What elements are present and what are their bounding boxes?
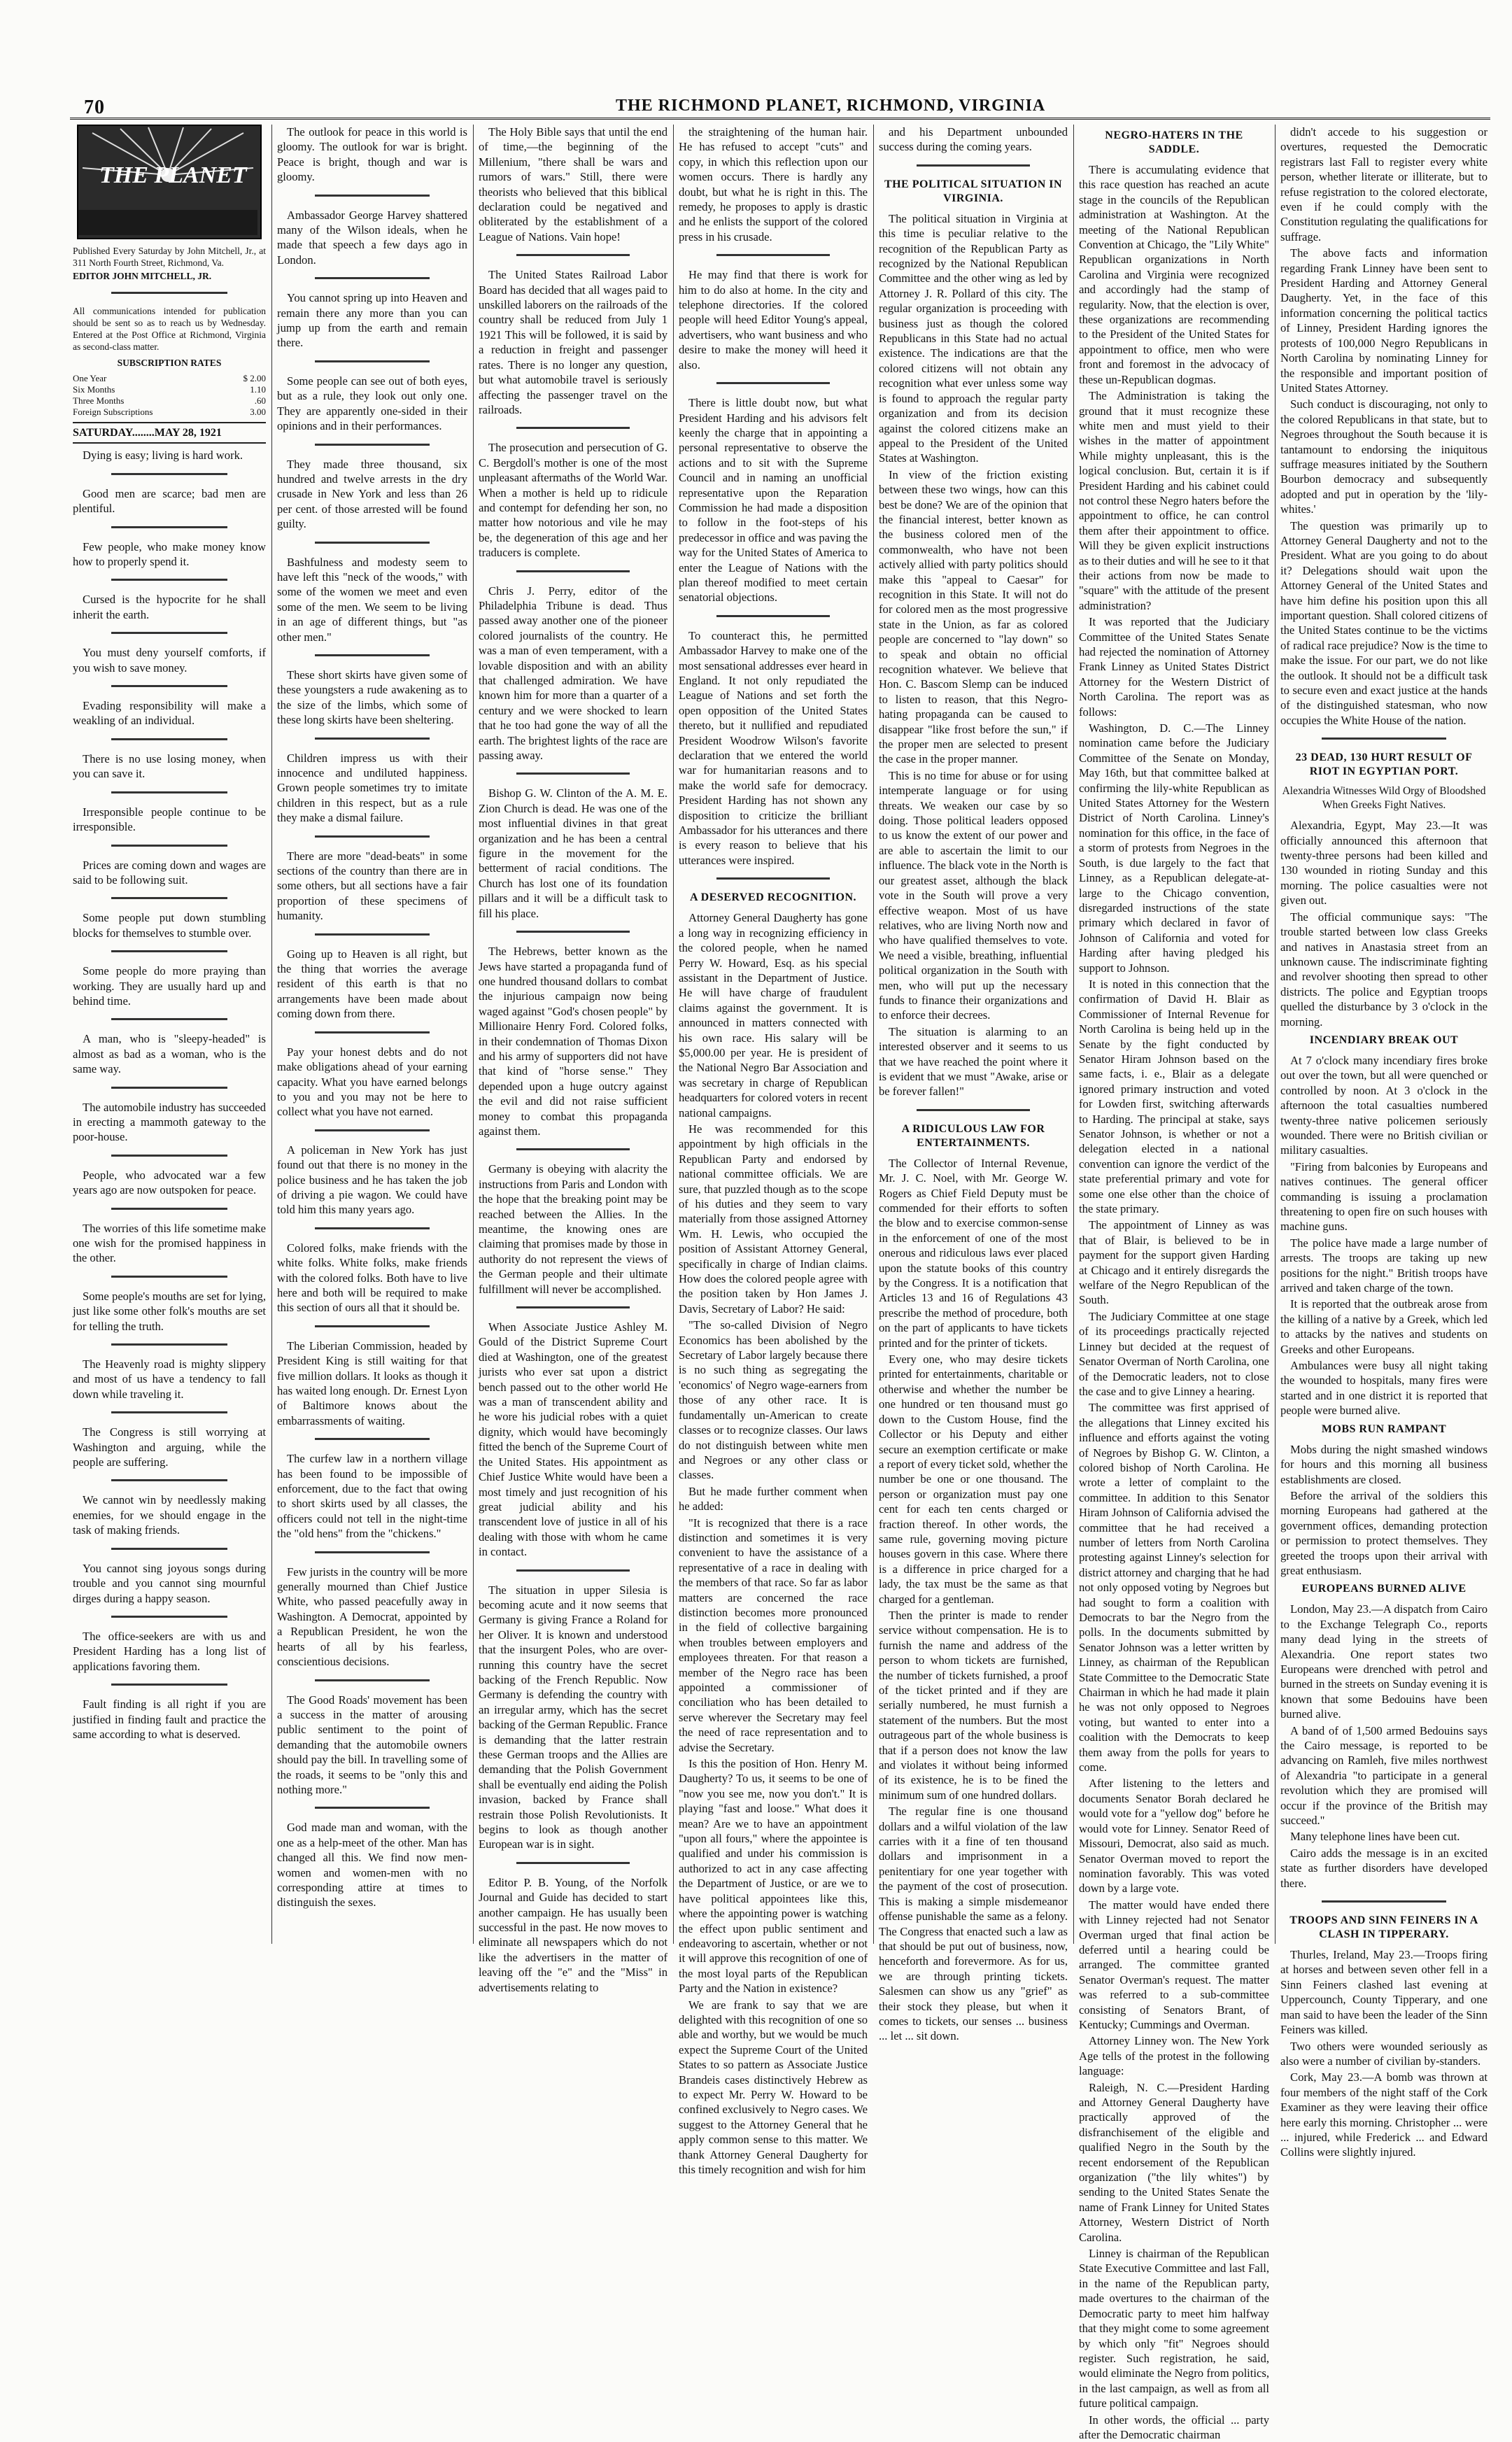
article-headline: THE POLITICAL SITUATION IN VIRGINIA. [884,178,1063,204]
separator [1322,1900,1446,1903]
separator [315,654,429,656]
editorial-item: The prosecution and persecution of G. C. Bergdoll's mother is one of the most unpleasant aftermaths of the World War. When a mother is held up to ridicule and contempt for defending her son, no matter how notorious and vile he may be, the degeneration of this age and her traducers is complete. [479,441,667,560]
editorial-item: There is little doubt now, but what President Harding and his advisors felt keenly the charge that in appointing a personal representative to observe the actions and to sit with the Supreme Council and in naming an unofficial representative upon the Reparation Commission he had made a disposition to follow in the foot-steps of his predecessor in office and was paving the way for the United States of America to enter the League of Nations with the plan thereof modified to meet certain senatorial objections. [679,396,868,605]
editorial-item: Prices are coming down and wages are said to be following suit. [73,858,266,887]
editorial-item: The situation in upper Silesia is becoming acute and it now seems that Germany is giving France a Roland for her Oliver. It is known and understood that the insurgent Poles, who are over-running this country have the secret backing of the French Republic. Now Germany is defending the country with an irregular army, which has the secret backing of the German Republic. France is demanding that the latter restrain these German troops and the Allies are demanding that the Polish Government shall be eventually end aiding the Polish invasion, backed by France shall restrain those Polish Revolutionists. It begins to look as though another European war is in sight. [479,1583,668,1851]
editorial-item: Some people's mouths are set for lying, just like some other folk's mouths are set for telling the truth. [73,1289,266,1333]
article-headline: TROOPS AND SINN FEINERS IN A CLASH IN TIPPERARY. [1290,1914,1478,1941]
editorial-item: The United States Railroad Labor Board has decided that all wages paid to unskilled laborers on the railroads of the country shall be reduced from July 1 1921 This will be followed, it is said by a reduction in freight and passenger rates. There is no longer any question, but what automobile travel is seriously affecting the passenger travel on the railroads. [479,268,667,416]
editorial-item: The curfew law in a northern village has been found to be impossible of enforcement, due to the fact that owing to short skirts used by all classes, the officers could not tell in the night-time the "old hens" from the "chickens." [277,1452,467,1541]
editorial-item: Ambassador George Harvey shattered many of the Wilson ideals, when he made that speech a few days ago in London. [277,208,467,267]
rate-row: Six Months 1.10 [73,384,266,395]
editorial-item: People, who advocated war a few years ago are now outspoken for peace. [73,1168,266,1197]
editorial-item: Dying is easy; living is hard work. [83,449,243,463]
separator [315,835,429,838]
paragraph: and his Department unbounded success during the coming years. [879,125,1068,154]
separator [111,897,227,899]
separator [315,1807,429,1809]
editorial-item: Colored folks, make friends with the white folks. White folks, make friends with the colored folks. Both have to live here and both will be required to make this section of ours all that it should be. [277,1241,467,1315]
paragraph: Alexandria, Egypt, May 23.—It was officially announced this afternoon that twenty-three persons had been killed and 130 wounded in rioting Sunday and this morning. The police casualties were not given out. [1280,819,1488,908]
article-headline: 23 DEAD, 130 HURT RESULT OF RIOT IN EGYPTIAN PORT. [1295,751,1473,778]
article-body [1280,1442,1488,1579]
rate-row: Foreign Subscriptions 3.00 [73,407,266,417]
paragraph: After listening to the letters and documents Senator Borah declared he would vote for a "yellow dog" before he would vote for Linney. Senator Reed of Missouri, Democrat, also said as much. Senator Overman moved to report the nomination favorably. This was voted down by a large vote. [1079,1777,1269,1896]
rate-row: One Year $ 2.00 [73,373,266,383]
page-number: 70 [84,97,105,118]
separator [516,772,630,775]
editorial-item: You cannot spring up into Heaven and remain there any more than you can jump up from the earth and remain there. [277,291,467,350]
editorial-item: When Associate Justice Ashley M. Gould of the District Supreme Court died at Washington, one of the greatest jurists who ever sat upon a district bench passed out to the other world He was a man of transcendent ability and he wore his judicial robes with a quiet dignity, which would have becomingly fitted the bench of the Supreme Court of the United States. His appointment as Chief Justice White would have been a most timely and just recognition of his great judicial ability and his transcendent love of justice in all of his dealing with those with whom he came in contact. [479,1320,667,1559]
paragraph: The committee was first apprised of the allegations that Linney excited his influence and efforts against the voting of Negroes by Bishop G. W. Clinton, a colored bishop of North Carolina. He wrote a letter of complaint to the committee. In addition to this Senator Hiram Johnson of California advised the committee that he had received a number of letters from North Carolina protesting against Linney's selection for district attorney and charging that he had not only opposed voting by Negroes but had sought to form a coalition with Democrats to bar the Negro from the polls. In the documents submitted by Senator Johnson was a letter written by Linney, as chairman of the Republican State Committee to the Democratic State Chairman in which he had made it plain he was not only opposed to Negroes voting, but wanted to enter into a coalition with the Democrats to keep them away from the polls for years to come. [1079,1401,1269,1774]
column-6 [1079,125,1269,2441]
editorial-item: The Liberian Commission, headed by President King is still waiting for that five million dollars. It looks as though it has waited long enough. Dr. Ernest Lyon of Baltimore knows about the embarrassments of waiting. [277,1339,467,1427]
separator [111,1548,227,1550]
separator [315,542,429,544]
header-rule [70,118,1490,120]
separator [315,737,429,740]
editorial-item: The Holy Bible says that until the end of time,—the beginning of the Millenium, "there shall be wars and rumors of wars." Still, there were theorists who believed that this biblical declaration could be negatived and obliterated by the establishment of a League of Nations. Vain hope! [479,125,667,244]
separator [716,382,830,384]
paragraph: The regular fine is one thousand dollars and a wilful violation of the law carries with it a fine of ten thousand dollars and imprisonment in a penitentiary for one year together with the payment of the cost of prosecution. This is making a simple misdemeanor offense punishable the same as a felony. The Congress that enacted such a law as that should be put out of business, now, henceforth and forevermore. As for us, we are through printing tickets. Salesmen can show us any "grief" as their stock they please, but when it comes to tickets, our senses ... business ... let ... sit down. [879,1805,1068,2043]
editorial-item: Fault finding is all right if you are justified in finding fault and practice the same according to what is deserved. [73,1698,266,1741]
column-2 [277,125,467,1944]
separator [315,1031,429,1033]
column-divider [1275,125,1276,1944]
separator [111,1684,227,1686]
article-headline: EUROPEANS BURNED ALIVE [1301,1583,1467,1595]
separator [516,931,630,933]
editorial-item: A policeman in New York has just found out that there is no money in the police business and he has taken the job of driving a pie wagon. We could have told him this many years ago. [277,1143,467,1217]
article-headline: NEGRO-HATERS IN THE SADDLE. [1105,129,1243,155]
article-body [1280,1053,1488,1418]
editorial-item: The automobile industry has succeeded in erecting a mammoth gateway to the poor-house. [73,1100,266,1144]
editor-line: EDITOR JOHN MITCHELL, JR. [73,271,212,281]
separator [111,292,227,294]
editorial-item: Some people do more praying than working. They are usually hard up and behind time. [73,964,266,1008]
separator [111,1616,227,1618]
masthead: THE RICHMOND PLANET, RICHMOND, VIRGINIA [616,97,1046,115]
paragraph: In other words, the official ... party after the Democratic chairman [1079,2413,1269,2441]
paragraph: The appointment of Linney as was that of Blair, is believed to be in payment for the support given Harding at Chicago and it entirely disregards the welfare of the Negro Republican of the South. [1079,1218,1269,1307]
planet-logo [77,125,262,239]
editorial-item: He may find that there is work for him to do also at home. In the city and telephone directories. If the colored people will heed Editor Young's appeal, advertisers, who want business and who desire to make the money will heed it also. [679,268,868,372]
column-divider [673,125,674,1944]
paragraph: Before the arrival of the soldiers this morning Europeans had gathered at the government offices, demanding protection or permission to protect themselves. They greeted the troops upon their arrival with great enthusiasm. [1280,1488,1488,1577]
issue-date: SATURDAY........MAY 28, 1921 [73,422,266,444]
column-divider [473,125,474,1944]
article-headline: A DESERVED RECOGNITION. [689,891,857,904]
separator [315,1438,429,1440]
paragraph: We are frank to say that we are delighted with this recognition of one so able and worthy, but we would be much expect the Supreme Court of the United States to so pattern as Associate Justice Brandeis cases distinctively Hebrew as to expect Mr. Perry W. Howard to be confined exclusively to Negro cases. We suggest to the Attorney General that he apply common sense to this matter. We thank Attorney General Daugherty for this timely recognition and wish for him [679,1998,868,2176]
separator [315,360,429,362]
separator [315,1551,429,1553]
paragraph: Washington, D. C.—The Linney nomination came before the Judiciary Committee of the Senate on Monday, May 16th, but that committee balked at confirming the lily-white Republican as United States Attorney for the Western District of North Carolina. Linney's nomination for this office, in the face of a storm of protests from Negroes in the South, is due largely to the fact that Linney, as a Republican delegate-at-large to the Chicago convention, disregarded instructions of the state primary which declared in favor of Johnson of California and voted for Harding after having pledged his support to Johnson. [1079,721,1269,975]
editorial-item: The Heavenly road is mighty slippery and most of us have a tendency to fall down while traveling it. [73,1357,266,1401]
paragraph: Then the printer is made to render service without compensation. He is to furnish the name and address of the person to whom tickets are furnished, the number of tickets furnished, a proof of the ticket printed and if they are serially numbered, he must furnish a statement of the numbers. But the most outrageous part of the whole business is that if a person does not know the law and violates it without being informed of its existence, he is to be fined the minimum sum of one hundred dollars. [879,1608,1068,1802]
editorial-item: To counteract this, he permitted Ambassador Harvey to make one of the most sensational addresses ever heard in England. It not only repudiated the League of Nations and set forth the open opposition of the United States thereto, but it nullified and repudiated President Woodrow Wilson's favorite declaration that we entered the world war for humanitarian reasons and to make the world safe for democracy. President Harding has not shown any disposition to criticize the brilliant Ambassador for his utterances and there is every reason to believe that his utterances were inspired. [679,628,868,867]
logo-text: THE PLANET [99,162,247,188]
rates-title: SUBSCRIPTION RATES [117,358,222,368]
paragraph: The Judiciary Committee at one stage of its proceedings practically rejected Linney but decided at the request of Senator Overman of North Carolina, one of the Democratic leaders, not to close the case and to give Linney a hearing. [1079,1309,1269,1398]
column-5 [879,125,1068,2043]
paragraph: The police have made a large number of arrests. The troops are taking up new positions for the night." British troops have arrived and taken charge of the town. [1280,1236,1488,1295]
separator [111,791,227,793]
editorial-paragraphs [73,448,266,1742]
editorial-item: Good men are scarce; bad men are plentiful. [73,486,266,516]
article-body [1280,1947,1488,2160]
paragraph: London, May 23.—A dispatch from Cairo to the Exchange Telegraph Co., reports many dead lying in the streets of Alexandria. One report states two Europeans were drenched with petrol and burned in the streets on Sunday evening it is known that some Bedouins have been burned alive. [1280,1602,1488,1721]
separator [111,1276,227,1278]
separator [516,1569,630,1572]
article-body [1280,1602,1488,1891]
paragraph: "The so-called Division of Negro Economics has been abolished by the Secretary of Labor largely because there is no such thing as segregating the 'economics' of Negro wage-earners from those of any other race. It is fundamentally un-American to create classes or to recognize classes. Our laws do not distinguish between white men and Negroes or any other class or classes. [679,1318,868,1482]
separator [516,427,630,429]
separator [111,1018,227,1020]
paragraph: The situation is alarming to an interested observer and it seems to us that we have reached the point where it is evident that we must "Awake, arise or be forever fallen!" [879,1024,1068,1099]
editorial-item: Few jurists in the country will be more generally mourned than Chief Justice White, who passed peacefully away in Washington. A Democrat, appointed by a Republican President, he won the hearts of all by his fearless, conscientious decisions. [277,1565,467,1669]
paragraph: It is reported that the outbreak arose from the killing of a native by a Greek, which led to attacks by the natives and students on Greeks and other Europeans. [1280,1297,1488,1356]
editorial-item: Some people put down stumbling blocks for themselves to stumble over. [73,911,266,940]
separator [315,933,429,936]
editorial-item: Chris J. Perry, editor of the Philadelphia Tribune is dead. Thus passed away another one of the pioneer colored journalists of the country. He was a man of even temperament, with a lovable disposition and with an ability that challenged admiration. We have known him for more than a quarter of a century and we were shocked to learn that he too had gone the way of all the earth. The brightest lights of the race are passing away. [479,584,667,763]
column-divider [271,125,272,1944]
separator [315,444,429,446]
editorial-item: Going up to Heaven is all right, but the thing that worries the average resident of this earth is that no arrangements have been made about coming down from there. [277,947,467,1021]
paragraph: He was recommended for this appointment by high officials in the Republican Party and endorsed by national committee officials. We are sure, that puzzled though as to the scope of his duties and they seem to vary materially from those assigned Attorney Wm. H. Lewis, who occupied the position of Assistant Attorney General, specifically in charge of Indian claims. How does the colored people agree with the position taken by Hon James J. Davis, Secretary of Labor? He said: [679,1122,868,1315]
editorial-item: Cursed is the hypocrite for he shall inherit the earth. [73,593,266,621]
separator [716,254,830,256]
paragraph: The political situation in Virginia at this time is peculiar relative to the recognition of the Republican Party as recognized by the National Republican Committee and the other wing as led by Attorney J. R. Pollard of this city. The regular organization is proceeding with business just as though the colored Republicans in this State had no actual existence. The indications are that the colored citizens will not obtain any recognition what ever unless some way is found to approach the regular party organization and from its decision against the colored citizens make an appeal to the President of the United States at Washington. [879,211,1068,465]
separator [315,1227,429,1229]
editorial-item: The Congress is still worrying at Washington and arguing, while the people are suffering. [73,1425,266,1469]
column-1 [73,125,266,1944]
editorial-item: Children impress us with their innocence and undiluted happiness. Grown people sometimes try to imitate children in this respect, but as a rule they make a dismal failure. [277,751,467,825]
separator [111,1479,227,1481]
separator [716,877,830,880]
separator [516,1148,630,1150]
paragraph: The question was primarily up to Attorney General Daugherty and not to the President. What are you going to do about it? Delegations should wait upon the Attorney General of the United States and have him define his position upon this all important question. Shall colored citizens of the United States continue to be the victims of radical race prejudice? Now is the time to make the issue. For our part, we do not like the outlook. It should not be a difficult task to secure even and exact justice at the hands of the distinguished statesman, who now occupies the White House of the nation. [1280,518,1488,727]
paragraph: The above facts and information regarding Frank Linney have been sent to President Harding and Attorney General Daugherty. Yet, in the face of this information concerning the political tactics of Linney, President Harding ignores the protests of 100,000 Negro Republicans in North Carolina by nominating Linney for the responsible and important position of United States Attorney. [1280,246,1488,395]
column-3 [479,125,668,1994]
editorial-item: Irresponsible people continue to be irresponsible. [73,805,266,834]
editorial-item: There is no use losing money, when you can save it. [73,751,266,781]
article-body [879,211,1068,1099]
article-headline: INCENDIARY BREAK OUT [1309,1033,1459,1046]
paragraph: Is this the position of Hon. Henry M. Daugherty? To us, it seems to be one of "now you see me, now you don't." It is playing "fast and loose." What does it mean? Are we to have an appointment "upon all fours," where the appointee is qualified and under his commission is authorized to act in any case affecting the Department of Justice, or are we to have political appointees like this, where the appointing power is watching the effect upon public sentiment and endeavoring to ascertain, whether or not it will approve this recognition of one of the most loyal parts of the Republican Party and the Nation in existence? [679,1757,868,1996]
separator [111,526,227,528]
paragraph: Attorney General Daugherty has gone a long way in recognizing efficiency in the colored people, when he named Perry W. Howard, Esq. as his special assistant in the Department of Justice. He will have charge of fraudulent claims against the government. It is announced in matters connected with his own race. His salary will be $5,000.00 per year. He is president of the National Negro Bar Association and was secretary in charge of Republican headquarters for colored voters in recent national campaigns. [679,911,868,1120]
article-headline: A RIDICULOUS LAW FOR ENTERTAINMENTS. [901,1122,1045,1149]
separator [917,1109,1030,1111]
editorial-item: You cannot sing joyous songs during trouble and you cannot sing mournful dirges during a happy season. [73,1561,266,1605]
separator [111,1155,227,1157]
separator [111,579,227,581]
paragraph: Attorney Linney won. The New York Age tells of the protest in the following language: [1079,2034,1269,2078]
editorial-item: the straightening of the human hair. He has refused to accept "cuts" and copy, in which this reflection upon our women occurs. There is hardly any doubt, but what he is right in this. The remedy, he proposes to apply is drastic and he enlists the support of the colored press in his crusade. [679,125,868,244]
paragraph: "Firing from balconies by Europeans and natives continues. The general officer commanding is issuing a proclamation threatening to open fire on such houses with machine guns. [1280,1159,1488,1234]
paragraph: Many telephone lines have been cut. [1290,1830,1460,1844]
column-divider [873,125,874,1944]
separator [111,1411,227,1413]
editorial-item: The Hebrews, better known as the Jews have started a propaganda fund of one hundred thousand dollars to combat the injurious campaign now being waged against "God's chosen people" by Millionaire Henry Ford. Colored folks, in their condemnation of Thomas Dixon and his army of supporters did not have that kind of "horse sense." They depended upon a huge outcry against the evil and did not raise sufficient money to combat this propaganda against them. [479,945,667,1138]
column-7 [1280,125,1488,2159]
article-body [1079,162,1269,2442]
paragraph: Every one, who may desire tickets printed for entertainments, charitable or otherwise and whether the number be one hundred or ten thousand must go down to the Custom House, find the Collector or his Deputy and either secure an exemption certificate or make a report of every ticket sold, whether the number be one or one thousand. The person or organization must pay one cent for each ten cents charged or fraction thereof. In other words, the same rule, governing moving picture houses govern in this case. Where there is a difference in price charged for a lady, the tax must be the same as that charged for a gentleman. [879,1353,1068,1606]
separator [111,1208,227,1210]
paragraph: Linney is chairman of the Republican State Executive Committee and last Fall, in the name of the Republican party, made overtures to the chairman of the Democratic party to meet him halfway that they might come to some agreement by which only "fit" Negroes should register. Such registration, he said, would eliminate the Negro from politics, in the last campaign, as well as from all future political campaign. [1079,2247,1269,2411]
column-divider [1073,125,1074,1944]
editorial-item: The worries of this life sometime make one wish for the promised happiness in the other. [73,1221,266,1265]
paragraph: It was reported that the Judiciary Committee of the United States Senate had rejected the nomination of Attorney Frank Linney as United States District Attorney for the Western District of North Carolina. The report was as follows: [1079,615,1269,719]
separator [716,615,830,617]
separator [111,1343,227,1346]
separator [516,1862,630,1864]
paragraph: This is no time for abuse or for using intemperate language or for using threats. We weaken our case by so doing. Those political leaders opposed to us know the extent of our power and are able to ascertain the limit to our influence. The black vote in the North is our greatest asset, although the black vote in the South will prove a very effective weapon. Most of us have relatives, who are living North now and who have qualified themselves to vote. We need a visible, breathing, influential political organization in the South with men, who will put up the necessary funds to finance their organizations and to enforce their decrees. [879,768,1068,1022]
editorial-item: A man, who is "sleepy-headed" is almost as bad as a woman, who is the same way. [73,1032,266,1076]
paragraph: There is accumulating evidence that this race question has reached an acute stage in the councils of the Republican administration at Washington. At the meeting of the National Republican Convention at Chicago, the "Lily White" Republican organizations in North Carolina and Virginia were recognized and accordingly had the stamp of regularity. Now, that the election is over, these organizations are recommending to the President of the United States for appointment to office, men who were front and foremost in the advocacy of these un-Republican dogmas. [1079,163,1269,386]
paragraph: Cairo adds the message is in an excited state as further disorders have developed there. [1280,1846,1488,1890]
paragraph: didn't accede to his suggestion or overtures, requested the Democratic registrars last Fall to register every white person, whether literate or illiterate, but to refuse registration to the colored electorate, even if he could comply with the Constitution regulating the qualifications for suffrage. [1280,125,1488,244]
editorial-item: We cannot win by needlessly making enemies, for we should engage in the task of making friends. [73,1493,266,1537]
submission-notice: All communications intended for publication should be sent so as to reach us by Wednesday. Entered at the Post Office at Richmond, Virginia as second-class matter. [73,306,266,352]
editorial-item: God made man and woman, with the one as a help-meet of the other. Man has changed all this. We find now men-women and women-men with no corresponding attire at times to distinguish the sexes. [277,1821,467,1910]
separator [315,1129,429,1131]
separator [315,1679,429,1681]
paragraph: Ambulances were busy all night taking the wounded to hospitals, many fires were started and in one district it is reported that people were burned alive. [1280,1359,1488,1418]
page-header [70,97,1490,118]
editorial-item: These short skirts have given some of these youngsters a rude awakening as to the size of the limbs, which some of these long skirts have been sheltering. [277,668,467,727]
article-headline: MOBS RUN RAMPANT [1321,1423,1447,1435]
separator [111,632,227,634]
paragraph: A band of of 1,500 armed Bedouins says the Cairo message, is reported to be advancing on Ramleh, five miles northwest of Alexandria "to participate in a general revolution which they are promised will occur if the province of the British may succeed." [1280,1723,1488,1828]
paragraph: But he made further comment when he added: [679,1484,868,1513]
subscription-rates [73,373,266,418]
paragraph: The Administration is taking the ground that it must recognize these white men and must yield to their wishes in the matter of appointment While mighty unpleasant, this is the logical conclusion. But, certain it is if President Harding and his cabinet could not control these Negro haters before the appointment to office, he can control them after their appointment to office. Will they be given explicit instructions as to their duties and will he see to it that their actions from now be made to "square" with the attitude of the present administration? [1079,389,1269,612]
separator [917,164,1030,167]
separator [315,195,429,197]
paragraph: It is noted in this connection that the confirmation of David H. Blair as Commissioner of Internal Revenue for North Carolina is being held up in the Senate by the fight conducted by Senator Hiram Johnson based on the same facts, i. e., Blair as a delegate ignored primary instruction and voted for Lowden first, switching afterwards to Harding. The principal at stake, says Senator Johnson, is whether or not a delegation elected in a national convention can ignore the verdict of the state preferential primary and vote for some one else other than the choice of the state primary. [1079,977,1269,1216]
separator [315,277,429,279]
publisher-line: Published Every Saturday by John Mitchell, Jr., at 311 North Fourth Street, Richmond, Va. [73,246,266,268]
editorial-item: Evading responsibility will make a weakling of an individual. [73,699,266,728]
separator [516,1306,630,1308]
column-4 [679,125,868,2176]
separator [111,950,227,952]
article-subhead: Alexandria Witnesses Wild Orgy of Bloodshed When Greeks Fight Natives. [1282,785,1486,812]
rate-row: Three Months .60 [73,395,266,406]
separator [1322,737,1446,740]
paragraph: In view of the friction existing between these two wings, how can this best be done? We are of the opinion that the financial interest, better known as the business colored men of the commonwealth, who have not been actively allied with party politics should make this "appeal to Caesar" for recognition in this State. It will not do for colored men as the most progressive state in the Union, as far as colored people are concerned to "lay down" so to speak and obtain no official recognition whatever. We believe that Hon. C. Bascom Slemp can be induced to listen to reason, that this Negro-hating propaganda can be caused to disappear "like frost before the sun," if the proper men are selected to present the case in the proper manner. [879,467,1068,766]
separator [516,570,630,572]
editorial-paragraphs [277,125,467,1910]
separator [315,1325,429,1327]
separator [111,738,227,740]
paragraph: Mobs during the night smashed windows for hours and this morning all business establishments are closed. [1280,1442,1488,1486]
editorial-item: The Good Roads' movement has been a success in the matter of arousing public sentiment to the point of demanding that the automobile owners should pay the bill. In travelling some of the roads, it seems to be "only this and nothing more." [277,1693,467,1796]
paragraph: Cork, May 23.—A bomb was thrown at four members of the night staff of the Cork Examiner as they were leaving their office here early this morning. Christopher ... were ... injured, while Frederick ... and Edward Collins were slightly injured. [1280,2070,1488,2159]
editorial-item: Bashfulness and modesty seem to have left this "neck of the woods," with some of the women we meet and even some of the men. We seem to be living in an age of different things, but "as other men." [277,555,467,644]
paragraph: Two others were wounded seriously as also were a number of civilian by-standers. [1280,2039,1488,2068]
editorial-paragraphs [479,125,667,1995]
editorial-item: Editor P. B. Young, of the Norfolk Journal and Guide has decided to start another campaign. He has usually been successful in the past. He now moves to eliminate all newspapers which do not like the advertisers in the matter of leaving off the "e" and the "Miss" in advertisements relating to [479,1875,667,1994]
paragraph: Such conduct is discouraging, not only to the colored Republicans in that state, but to Negroes throughout the South because it is tantamount to endorsing the iniquitous suffrage measures initiated by the Southern Bourbon democracy and subsequently adopted and put in operation by the 'lily-whites.' [1280,397,1488,516]
paragraph: The Collector of Internal Revenue, Mr. J. C. Noel, with Mr. George W. Rogers as Chief Field Deputy must be commended for their efforts to soften the blow and to exercise common-sense in the enforcement of one of the most onerous and ridiculous laws ever placed upon the statute books of this country by the Congress. It is a notification that Articles 13 and 16 of Regulations 43 prescribe the method of procedure, both on the part of applicants to have tickets printed and for the printer of tickets. [879,1156,1068,1350]
editorial-item: The outlook for peace in this world is gloomy. The outlook for war is bright. Peace is bright, though and war is gloomy. [277,125,467,184]
editorial-item: Few people, who make money know how to properly spend it. [73,539,266,569]
article-body [679,910,868,2177]
editorial-paragraphs [679,125,868,868]
paragraph: Raleigh, N. C.—President Harding and Attorney General Daugherty have practically approved of the disfranchisement of the eligible and qualified Negro in the South by the recent endorsement of the Republican organization ("the lily whites") by sending to the United States Senate the name of Frank Linney for United States Attorney, Western District of North Carolina. [1079,2080,1269,2244]
editorial-item: They made three thousand, six hundred and twelve arrests in the dry crusade in New York and less than 26 per cent. of those arrested will be found guilty. [277,457,467,531]
paragraph: Thurles, Ireland, May 23.—Troops firing at horses and between seven other fell in a Sinn Feiners clashed last evening at Uppercounch, County Tipperary, and one man said to have been the leader of the Sinn Feiners was killed. [1280,1948,1488,2037]
separator [111,685,227,687]
article-body [1280,125,1488,728]
editorial-item: Germany is obeying with alacrity the instructions from Paris and London with the hope that the breaking point may be reached between the Allies. In the meantime, the knowing ones are claiming that promises made by those in authority do not represent the views of the German people and their ultimate fulfillment will never be accomplished. [479,1162,667,1296]
separator [516,254,630,256]
separator [111,1087,227,1089]
editorial-item: There are more "dead-beats" in some sections of the country than there are in some others, but all sections have a fair proportion of these specimens of humanity. [277,849,467,923]
article-body [1280,818,1488,1029]
paragraph: The matter would have ended there with Linney rejected had not Senator Overman urged that final action be deferred until a hearing could be arranged. The committee granted Senator Overman's request. The matter was referred to a sub-committee consisting of Senators Brant, of Kentucky; Cummings and Overman. [1079,1898,1269,2031]
editorial-item: Some people can see out of both eyes, but as a rule, they look out only one. They are apparently one-sided in their opinions and in their performances. [277,374,467,433]
editorial-item: Bishop G. W. Clinton of the A. M. E. Zion Church is dead. He was one of the most influential divines in that great organization and he has been a central figure in the movement for the betterment of racial conditions. The Church has lost one of its foundation pillars and it will be a difficult task to fill his place. [479,786,667,920]
paragraph: The official communique says: "The trouble started between low class Greeks and natives in Anastasia street from an unknown cause. The indiscriminate fighting and revolver shooting then spread to other districts. The police and Egyptian troops quelled the disturbance by 3 o'clock in the morning. [1280,910,1488,1029]
separator [111,473,227,475]
editorial-item: You must deny yourself comforts, if you wish to save money. [73,646,266,675]
separator [111,845,227,847]
paragraph: At 7 o'clock many incendiary fires broke out over the town, but all were quenched or controlled by noon. At 3 o'clock in the afternoon the total casualties numbered twenty-three native policemen seriously wounded. There were no British civilian or military casualties. [1280,1053,1488,1157]
editorial-item: Pay your honest debts and do not make obligations ahead of your earning capacity. What you have earned belongs to you and you may not be here to collect what you have not earned. [277,1045,467,1119]
editorial-item: The office-seekers are with us and President Harding has a long list of applications favoring them. [73,1629,266,1673]
article-body [879,1156,1068,2044]
paragraph: "It is recognized that there is a race distinction and sometimes it is very convenient to have the assistance of a representative of a race in dealing with the members of that race. So far as labor matters are concerned the race distinction becomes more pronounced in the field of collective bargaining when troubles between employers and employees threaten. For that reason a member of the Negro race has been appointed a commissioner of conciliation who has been detailed to serve wherever the Secretary may feel the need of race representation and to advise the Secretary. [679,1516,868,1754]
